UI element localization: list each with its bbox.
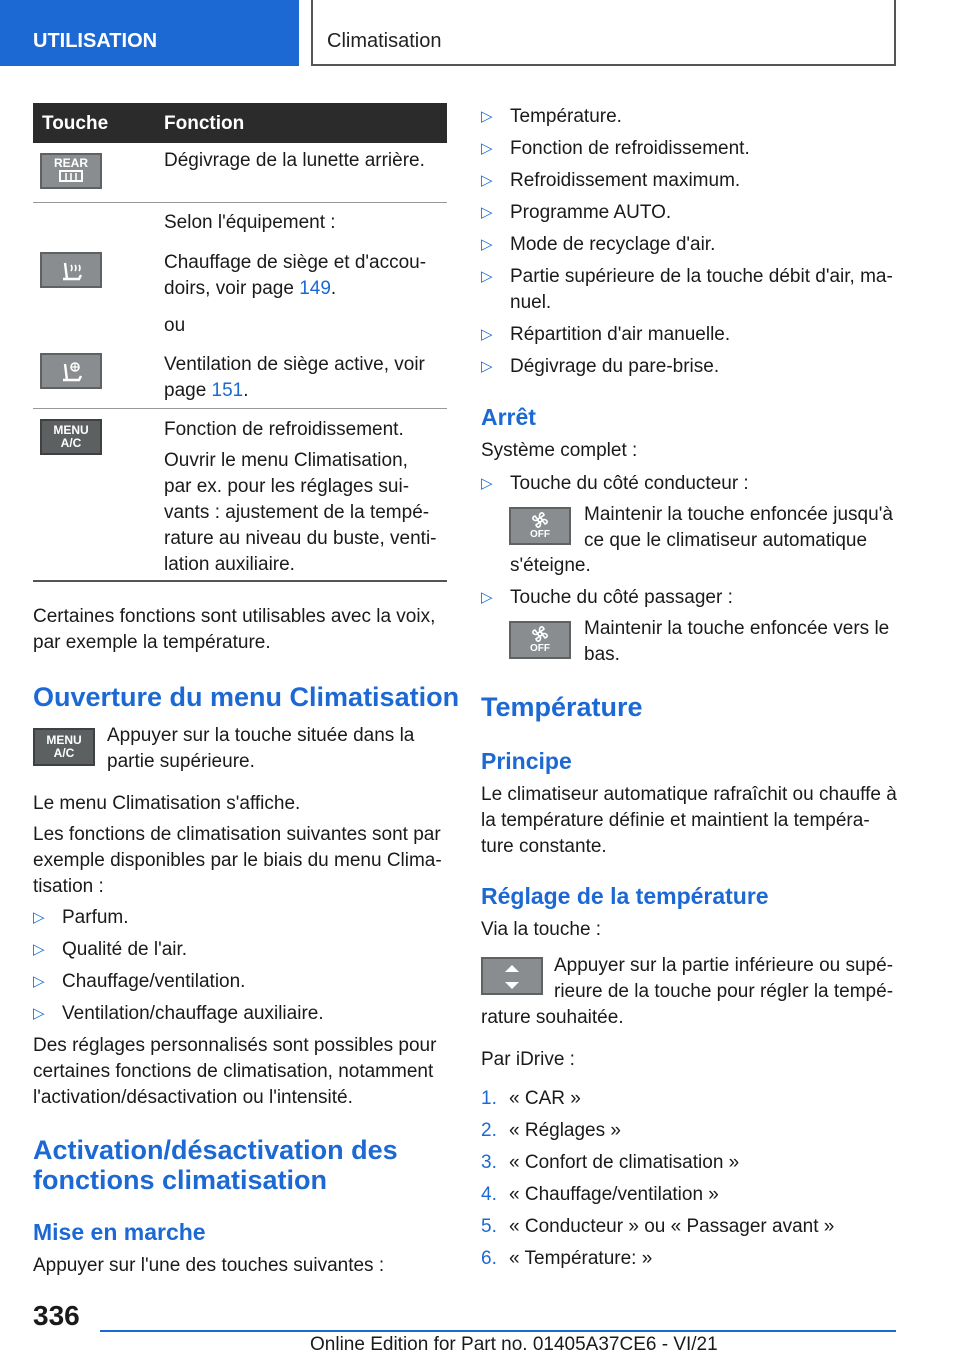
- principle-text: Le climatiseur automatique rafraîchit ou chauffe à la température définie et maintient la tempéra- ture constante.: [481, 784, 897, 857]
- switch-on-text: Appuyer sur l'une des touches suivantes :: [33, 1255, 385, 1276]
- rocker-instruction: Appuyer sur la partie inférieure ou supé- rieure de la touche pour régler la tempé-: [554, 955, 894, 1002]
- seat-ventilation-icon: [51, 356, 91, 386]
- triangle-bullet-icon: ▷: [481, 326, 493, 343]
- heading-open-menu: Ouverture du menu Climatisation: [33, 682, 460, 712]
- chapter-title: Climatisation: [311, 0, 896, 66]
- col-header-key: Touche: [42, 113, 109, 134]
- fan-off-key-passenger: OFF: [509, 621, 571, 659]
- seat-heating-text: Chauffage de siège et d'accou- doirs, voir page 149.: [164, 252, 427, 299]
- menu-appears-text: Le menu Climatisation s'affiche.: [33, 793, 301, 814]
- triangle-bullet-icon: ▷: [481, 589, 493, 606]
- system-text: Système complet :: [481, 440, 638, 461]
- triangle-bullet-icon: ▷: [481, 108, 493, 125]
- heading-temperature: Température: [481, 692, 643, 722]
- triangle-bullet-icon: ▷: [481, 268, 493, 285]
- driver-instruction-end: s'éteigne.: [510, 555, 591, 576]
- table-divider: [33, 202, 447, 203]
- table-divider: [33, 408, 447, 409]
- triangle-bullet-icon: ▷: [481, 172, 493, 189]
- fan-icon: [527, 625, 553, 643]
- page-link-149[interactable]: 149: [299, 278, 331, 299]
- triangle-bullet-icon: ▷: [481, 140, 493, 157]
- driver-instruction: Maintenir la touche enfoncée jusqu'à ce que le climatiseur automatique: [584, 504, 893, 551]
- voice-note: Certaines fonctions sont utilisables avec la voix, par exemple la température.: [33, 606, 436, 653]
- heading-activation: Activation/désactivation des fonctions climatisation: [33, 1135, 398, 1195]
- seat-ventilation-key: [40, 353, 102, 389]
- page-number: 336: [33, 1300, 80, 1331]
- table-header: [33, 103, 447, 143]
- seat-heating-icon: [51, 255, 91, 285]
- section-tab: UTILISATION: [0, 0, 299, 66]
- heading-principle: Principe: [481, 748, 572, 774]
- edition-text: Online Edition for Part no. 01405A37CE6 - VI/21: [310, 1334, 718, 1355]
- triangle-bullet-icon: ▷: [33, 941, 45, 958]
- rear-defrost-key: [40, 153, 102, 189]
- custom-settings-text: Des réglages personnalisés sont possibles pour certaines fonctions de climatisation, notamment l'activation/désactivation ou l'intensité.: [33, 1035, 437, 1108]
- cooling-function-text: Fonction de refroidissement.: [164, 419, 404, 440]
- triangle-bullet-icon: ▷: [481, 475, 493, 492]
- heading-temp-setting: Réglage de la température: [481, 883, 769, 909]
- functions-intro: Les fonctions de climatisation suivantes sont par exemple disponibles par le biais du menu Clima- tisation :: [33, 824, 442, 897]
- col-header-function: Fonction: [164, 113, 245, 134]
- triangle-bullet-icon: ▷: [33, 909, 45, 926]
- menu-ac-key: MENU A/C: [33, 728, 95, 766]
- rocker-instruction-end: rature souhaitée.: [481, 1007, 624, 1028]
- table-bottom: [33, 580, 447, 582]
- seat-heating-key: [40, 252, 102, 288]
- rear-defrost-text: Dégivrage de la lunette arrière.: [164, 150, 425, 171]
- fan-off-key-driver: OFF: [509, 507, 571, 545]
- list-item-continuation: nuel.: [510, 292, 552, 313]
- heading-off: Arrêt: [481, 404, 536, 430]
- heading-switch-on: Mise en marche: [33, 1219, 206, 1245]
- via-key-text: Via la touche :: [481, 919, 602, 940]
- press-key-text: Appuyer sur la touche située dans la partie supérieure.: [107, 725, 415, 772]
- passenger-instruction: Maintenir la touche enfoncée vers le bas.: [584, 618, 890, 665]
- triangle-bullet-icon: ▷: [481, 236, 493, 253]
- seat-ventilation-text: Ventilation de siège active, voir page 151.: [164, 354, 425, 401]
- or-text: ou: [164, 315, 186, 336]
- temperature-rocker-key: [481, 957, 543, 995]
- equipment-note: Selon l'équipement :: [164, 212, 336, 233]
- rear-key-label: REAR: [53, 156, 88, 170]
- footer-rule: [100, 1330, 896, 1332]
- idrive-text: Par iDrive :: [481, 1049, 575, 1070]
- menu-ac-key: MENU A/C: [40, 419, 102, 455]
- triangle-bullet-icon: ▷: [33, 973, 45, 990]
- triangle-bullet-icon: ▷: [481, 358, 493, 375]
- triangle-bullet-icon: ▷: [33, 1005, 45, 1022]
- triangle-bullet-icon: ▷: [481, 204, 493, 221]
- rear-defrost-icon: [56, 170, 86, 184]
- page-link-151[interactable]: 151: [211, 380, 244, 401]
- fan-icon: [527, 511, 553, 529]
- open-menu-text: Ouvrir le menu Climatisation, par ex. pour les réglages sui- vants : ajustement de la tempé- rature au niveau du buste, venti- lation auxiliaire.: [164, 450, 437, 575]
- up-down-arrows-icon: [502, 962, 522, 992]
